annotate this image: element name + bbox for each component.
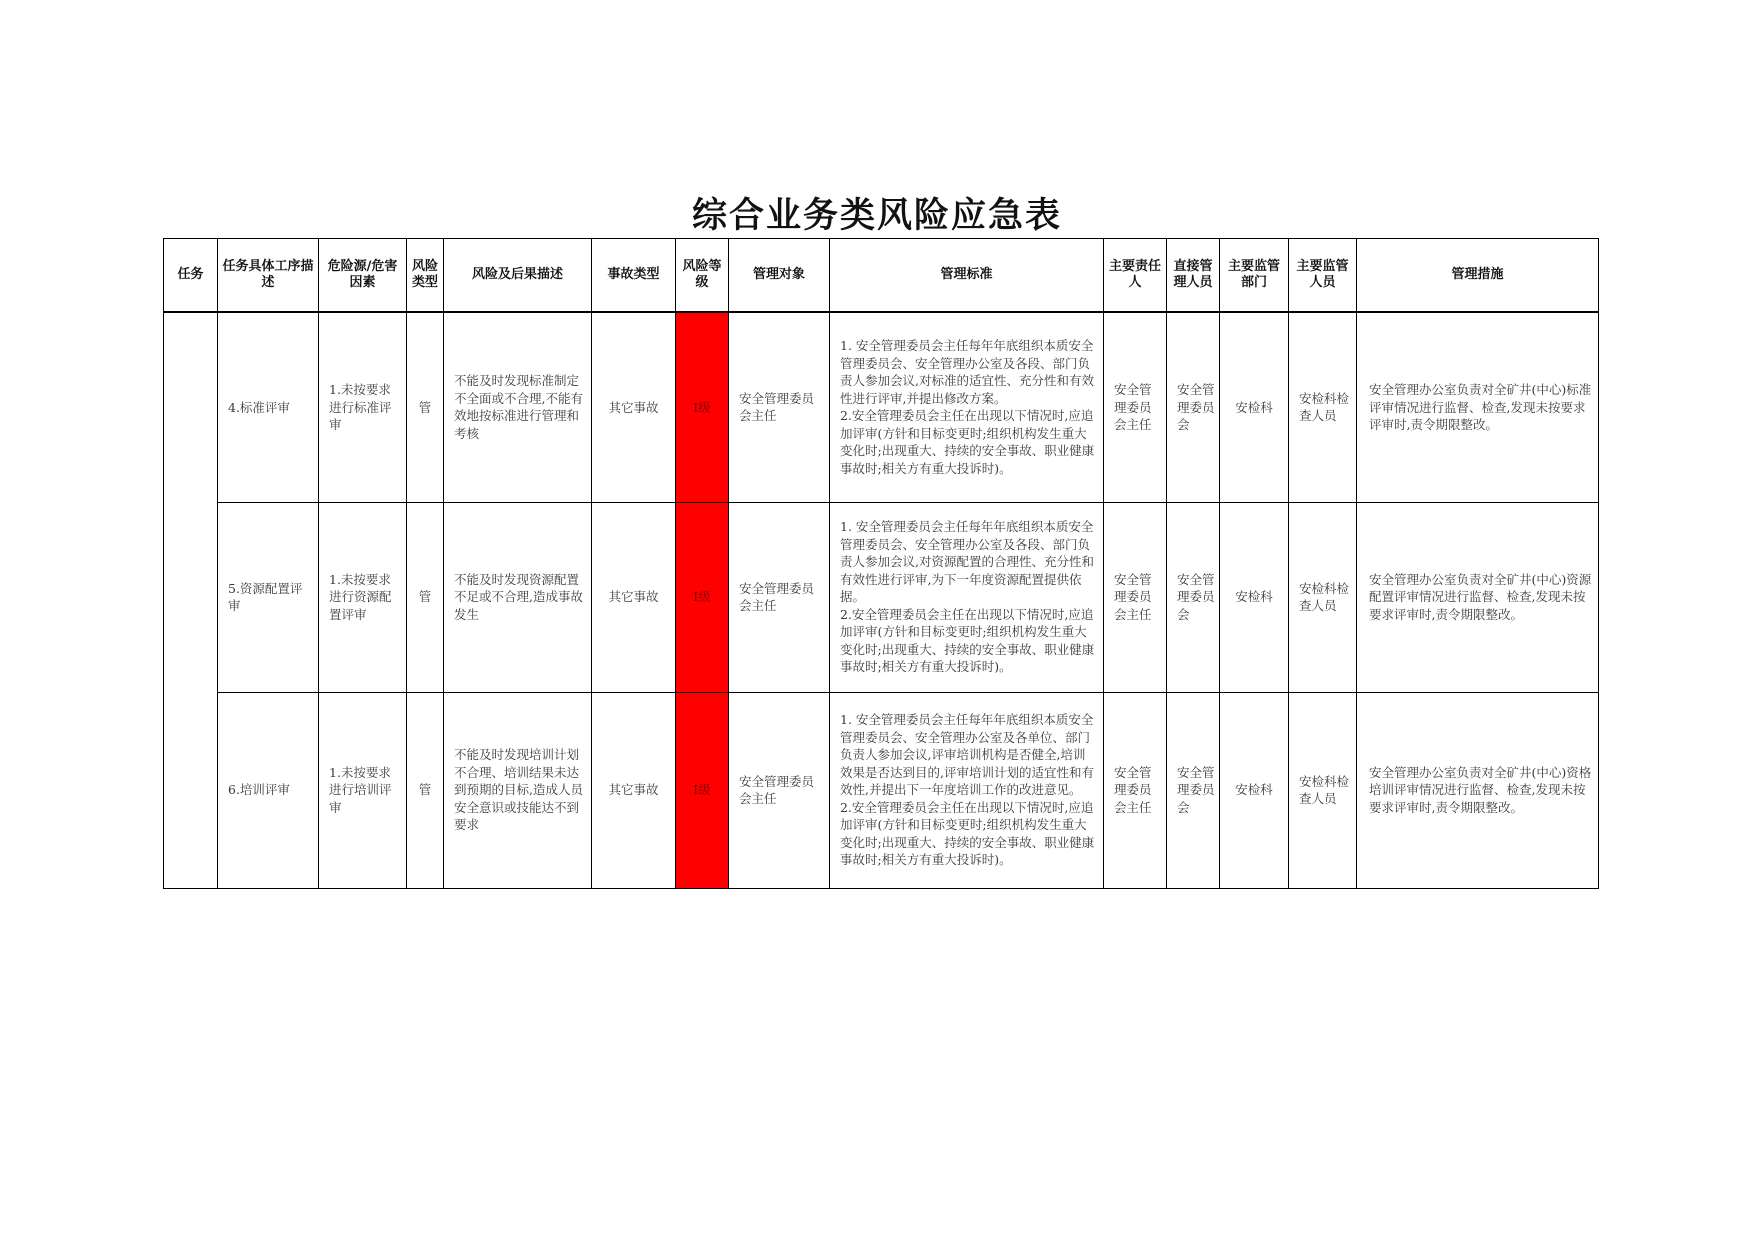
standard-cell [830, 502, 1104, 692]
accident-type-cell: 其它事故 [592, 312, 676, 502]
header-direct-manager: 直接管理人员 [1167, 239, 1220, 313]
header-row [164, 239, 1599, 313]
supervisor-cell: 安检科检查人员 [1289, 502, 1357, 692]
standard-text: 1. 安全管理委员会主任每年年底组织本质安全管理委员会、安全管理办公室及各段、部门负责人参加会议,对资源配置的合理性、充分性和有效性进行评审,为下一年度资源配置提供依据。 2.安全管理委员会主任在出现以下情况时,应追加评审(方针和目标变更时;组织机构发生重大变化时;出现重大、持续的安全事故、职业健康事故时;相关方有重大投诉时)。 [840, 519, 1095, 675]
direct-manager-cell: 安全管理委员会 [1167, 312, 1220, 502]
risk-type-cell: 管 [407, 312, 444, 502]
direct-manager-cell: 安全管理委员会 [1167, 502, 1220, 692]
measures-cell: 安全管理办公室负责对全矿井(中心)标准评审情况进行监督、检查,发现未按要求评审时,责令期限整改。 [1357, 312, 1599, 502]
accident-type-cell: 其它事故 [592, 692, 676, 888]
header-hazard: 危险源/危害因素 [319, 239, 407, 313]
table-row [164, 692, 1599, 888]
supervise-dept-cell: 安检科 [1220, 312, 1289, 502]
supervisor-cell: 安检科检查人员 [1289, 312, 1357, 502]
standard-text: 1. 安全管理委员会主任每年年底组织本质安全管理委员会、安全管理办公室及各单位、部门负责人参加会议,评审培训机构是否健全,培训效果是否达到目的,评审培训计划的适宜性和有效性,并提出下一年度培训工作的改进意见。 2.安全管理委员会主任在出现以下情况时,应追加评审(方针和目标变更时;组织机构发生重大变化时;出现重大、持续的安全事故、职业健康事故时;相关方有重大投诉时)。 [840, 712, 1095, 868]
risk-level-cell: Ⅰ级 [676, 312, 729, 502]
header-supervise-dept: 主要监管部门 [1220, 239, 1289, 313]
header-risk-level: 风险等级 [676, 239, 729, 313]
task-cell [164, 312, 218, 888]
header-consequence: 风险及后果描述 [444, 239, 592, 313]
responsible-cell: 安全管理委员会主任 [1104, 312, 1167, 502]
standard-text: 1. 安全管理委员会主任每年年底组织本质安全管理委员会、安全管理办公室及各段、部门负责人参加会议,对标准的适宜性、充分性和有效性进行评审,并提出修改方案。 2.安全管理委员会主任在出现以下情况时,应追加评审(方针和目标变更时;组织机构发生重大变化时;出现重大、持续的安全事故、职业健康事故时;相关方有重大投诉时)。 [840, 338, 1095, 476]
standard-cell [830, 312, 1104, 502]
responsible-cell: 安全管理委员会主任 [1104, 502, 1167, 692]
header-risk-type: 风险类型 [407, 239, 444, 313]
header-responsible: 主要责任人 [1104, 239, 1167, 313]
supervisor-cell: 安检科检查人员 [1289, 692, 1357, 888]
target-cell: 安全管理委员会主任 [729, 502, 830, 692]
risk-level-cell: Ⅰ级 [676, 692, 729, 888]
header-target: 管理对象 [729, 239, 830, 313]
accident-type-cell: 其它事故 [592, 502, 676, 692]
header-measures: 管理措施 [1357, 239, 1599, 313]
supervise-dept-cell: 安检科 [1220, 502, 1289, 692]
target-cell: 安全管理委员会主任 [729, 692, 830, 888]
header-supervisor: 主要监管人员 [1289, 239, 1357, 313]
measures-cell: 安全管理办公室负责对全矿井(中心)资源配置评审情况进行监督、检查,发现未按要求评审时,责令期限整改。 [1357, 502, 1599, 692]
standard-cell [830, 692, 1104, 888]
consequence-cell: 不能及时发现资源配置不足或不合理,造成事故发生 [444, 502, 592, 692]
process-cell: 4.标准评审 [218, 312, 319, 502]
page-title: 综合业务类风险应急表 [691, 195, 1062, 236]
hazard-cell: 1.未按要求进行资源配置评审 [319, 502, 407, 692]
consequence-cell: 不能及时发现培训计划不合理、培训结果未达到预期的目标,造成人员安全意识或技能达不到要求 [444, 692, 592, 888]
consequence-cell: 不能及时发现标准制定不全面或不合理,不能有效地按标准进行管理和考核 [444, 312, 592, 502]
risk-type-cell: 管 [407, 692, 444, 888]
risk-level-cell: Ⅰ级 [676, 502, 729, 692]
hazard-cell: 1.未按要求进行培训评审 [319, 692, 407, 888]
table-row [164, 312, 1599, 502]
risk-table [163, 238, 1599, 889]
measures-cell: 安全管理办公室负责对全矿井(中心)资格培训评审情况进行监督、检查,发现未按要求评审时,责令期限整改。 [1357, 692, 1599, 888]
risk-type-cell: 管 [407, 502, 444, 692]
hazard-cell: 1.未按要求进行标准评审 [319, 312, 407, 502]
process-cell: 6.培训评审 [218, 692, 319, 888]
header-accident-type: 事故类型 [592, 239, 676, 313]
process-cell: 5.资源配置评审 [218, 502, 319, 692]
direct-manager-cell: 安全管理委员会 [1167, 692, 1220, 888]
table-row [164, 502, 1599, 692]
header-task: 任务 [164, 239, 218, 313]
target-cell: 安全管理委员会主任 [729, 312, 830, 502]
header-process: 任务具体工序描述 [218, 239, 319, 313]
responsible-cell: 安全管理委员会主任 [1104, 692, 1167, 888]
supervise-dept-cell: 安检科 [1220, 692, 1289, 888]
header-standard: 管理标准 [830, 239, 1104, 313]
